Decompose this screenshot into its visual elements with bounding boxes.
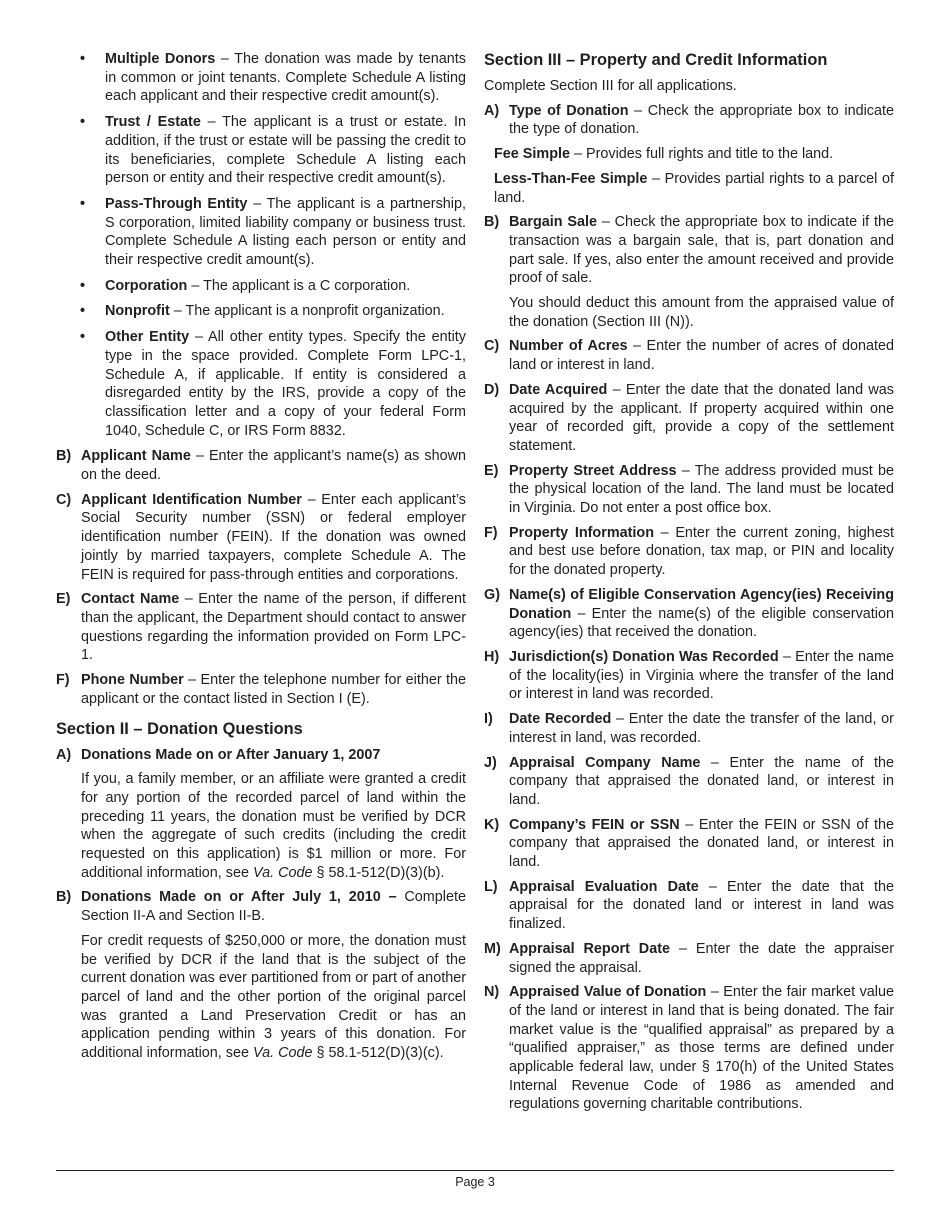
lettered-item — [484, 940, 894, 977]
item-term: Donations Made on or After January 1, 2007 — [81, 746, 381, 763]
lettered-item — [484, 878, 894, 934]
item-term: Appraised Value of Donation — [509, 984, 707, 1001]
item-note: You should deduct this amount from the appraised value of the donation (Section III (N)). — [509, 295, 894, 330]
item-term: Phone Number — [81, 672, 184, 689]
item-text: Property Information – Enter the current zoning, highest and best use before donation, tax map, or PIN and locality for the donated property. — [509, 524, 894, 579]
item-term: Appraisal Company Name — [509, 754, 701, 771]
section-two-item-b — [56, 888, 466, 1062]
item-letter: I) — [484, 711, 493, 728]
item-text: Number of Acres – Enter the number of acres of donated land or interest in land. — [509, 338, 895, 374]
item-paragraph: For credit requests of $250,000 or more, the donation must be verified by DCR if the land that is the subject of the current donation was ever partitioned from or part of another parcel of land and the other portion of the original parcel was granted a Land Preservation Credit or has an application pending within 3 years of this donation. For additional information, see Va. Code § 58.1-512(D)(3)(c). — [81, 932, 466, 1062]
item-term: Trust / Estate — [105, 114, 201, 131]
item-letter: K) — [484, 816, 500, 833]
lettered-item — [484, 648, 894, 704]
item-text: Date Acquired – Enter the date that the donated land was acquired by the applicant. If property acquired within one year of recorded gift, provide a copy of the settlement statement. — [509, 381, 894, 454]
item-text: Contact Name – Enter the name of the person, if different than the applicant, the Department should contact to answer questions regarding the information provided on Form LPC-1. — [81, 591, 466, 664]
bullet-dot: • — [80, 51, 86, 67]
item-letter: C) — [484, 338, 500, 355]
item-text: Jurisdiction(s) Donation Was Recorded – Enter the name of the locality(ies) in Virginia where the transfer of the land or interest in land was recorded. — [509, 648, 894, 703]
item-term: Number of Acres — [509, 338, 628, 355]
item-letter: D) — [484, 381, 500, 398]
lettered-item — [484, 816, 894, 872]
item-term: Property Street Address — [509, 462, 677, 479]
bullet-item: • Pass-Through Entity – The applicant is a partnership, S corporation, limited liability company or business trust. Complete Schedule A listing each person or entity and their respective credit amount(s). — [80, 195, 467, 269]
item-letter: F) — [56, 672, 70, 689]
page-number: Page 3 — [455, 1175, 495, 1189]
item-text: Company’s FEIN or SSN – Enter the FEIN or SSN of the company that appraised the donated land, or interest in land. — [509, 816, 894, 871]
bullet-dot: • — [80, 277, 86, 294]
lettered-item — [484, 462, 894, 518]
item-paragraph: If you, a family member, or an affiliate were granted a credit for any portion of the recorded parcel of land within the preceding 11 years, the donation must be verified by DCR when the aggregate of such credits (including the credit requested on this application) is $1 million or more. For additional information, see Va. Code § 58.1-512(D)(3)(b). — [81, 771, 466, 881]
item-term: Applicant Identification Number — [81, 491, 302, 508]
item-term: Contact Name — [81, 591, 180, 608]
lettered-item — [56, 447, 466, 484]
item-letter: M) — [484, 940, 501, 957]
item-text: Phone Number – Enter the telephone number for either the applicant or the contact listed in Section I (E). — [81, 672, 467, 707]
lettered-item — [484, 381, 894, 456]
item-letter: E) — [484, 462, 499, 479]
item-letter: C) — [56, 491, 72, 508]
item-letter: A) — [484, 102, 500, 119]
item-text: Name(s) of Eligible Conservation Agency(ies) Receiving Donation – Enter the name(s) of the eligible conservation agency(ies) that received the donation. — [509, 586, 894, 641]
lettered-item — [56, 590, 466, 665]
left-column — [56, 50, 466, 1069]
bullet-item: • Nonprofit – The applicant is a nonprofit organization. — [80, 303, 445, 320]
item-letter: A) — [56, 746, 72, 763]
item-text: Applicant Name – Enter the applicant’s name(s) as shown on the deed. — [81, 448, 466, 484]
item-term: Corporation — [105, 277, 188, 294]
item-text: Bargain Sale – Check the appropriate box to indicate if the transaction was a bargain sale, that is, part donation and part sale. If yes, also enter the amount received and provide proof of sale. — [509, 214, 895, 287]
lettered-item — [484, 524, 894, 580]
item-term: Applicant Name — [81, 448, 191, 465]
item-letter: G) — [484, 586, 500, 603]
bullet-dot: • — [80, 195, 86, 212]
section-three-items — [484, 337, 894, 1114]
donation-type-list — [484, 145, 894, 207]
donation-type-option: Less-Than-Fee Simple – Provides partial rights to a parcel of land. — [494, 170, 894, 206]
bullet-dot: • — [80, 303, 86, 320]
section-three-intro: Complete Section III for all applications. — [484, 78, 737, 94]
bullet-item: • Multiple Donors – The donation was made by tenants in common or joint tenants. Complete Schedule A listing each applicant and their respective credit amount(s). — [80, 51, 466, 105]
item-term: Appraisal Evaluation Date — [509, 878, 699, 895]
bullet-dot: • — [80, 329, 86, 346]
item-term: Donations Made on or After July 1, 2010 – — [81, 889, 397, 906]
item-term: Other Entity — [105, 329, 190, 346]
item-letter: B) — [56, 448, 72, 465]
item-term: Type of Donation — [509, 102, 629, 119]
item-term: Less-Than-Fee Simple — [494, 170, 648, 187]
section-two-item-a-paragraph — [56, 770, 466, 882]
item-term: Fee Simple — [494, 146, 570, 163]
item-term: Bargain Sale — [509, 214, 598, 231]
item-letter: F) — [484, 524, 498, 541]
section-one-items — [56, 447, 466, 708]
lettered-item — [484, 337, 894, 374]
entity-type-list — [56, 50, 466, 440]
lettered-item — [484, 754, 894, 810]
va-code-ref: Va. Code — [253, 1045, 313, 1062]
footer-divider — [56, 1170, 894, 1171]
item-letter: B) — [484, 214, 500, 231]
donation-type-option: Fee Simple – Provides full rights and title to the land. — [494, 146, 834, 163]
item-term: Property Information — [509, 524, 654, 541]
bullet-item: • Corporation – The applicant is a C corporation. — [80, 277, 411, 294]
section-three-item-a — [484, 102, 894, 139]
item-letter: H) — [484, 648, 500, 665]
item-text: Appraisal Report Date – Enter the date the appraiser signed the appraisal. — [509, 940, 895, 976]
item-text: Applicant Identification Number – Enter each applicant’s Social Security number (SSN) or federal employer identification number (FEIN). If the donation was owned jointly by married taxpayers, complete Schedule A. The FEIN is required for pass-through entities and corporations. — [81, 491, 467, 583]
item-letter: N) — [484, 984, 500, 1001]
item-term: Name(s) of Eligible Conservation Agency(ies) Receiving Donation — [509, 586, 894, 622]
right-column — [484, 50, 894, 1120]
bullet-dot: • — [80, 114, 86, 131]
item-term: Jurisdiction(s) Donation Was Recorded — [509, 648, 779, 665]
bullet-item: • Trust / Estate – The applicant is a trust or estate. In addition, if the trust or estate will be passing the credit to its beneficiaries, complete Schedule A listing each person or entity and their respective credit amount(s). — [80, 114, 467, 187]
lettered-item — [484, 586, 894, 642]
item-text: Type of Donation – Check the appropriate box to indicate the type of donation. — [509, 102, 894, 138]
section-three-heading: Section III – Property and Credit Information — [484, 51, 828, 69]
item-term: Multiple Donors — [105, 51, 216, 67]
va-code-ref: Va. Code — [253, 864, 313, 881]
lettered-item — [484, 983, 894, 1114]
item-letter: L) — [484, 878, 498, 895]
item-text: Appraisal Company Name – Enter the name of the company that appraised the donated land, or interest in land. — [509, 754, 894, 808]
item-letter: J) — [484, 754, 497, 771]
section-two-item-a — [56, 746, 466, 765]
item-text: Appraised Value of Donation – Enter the fair market value of the land or interest in land that is being donated. The fair market value is the “qualified appraisal” as prepared by a “qualified appraiser,” as those terms are defined under applicable federal law, under § 170(h) of the United States Internal Revenue Code of 1986 as amended and regulations governing charitable contributions. — [509, 984, 894, 1113]
item-term: Company’s FEIN or SSN — [509, 816, 680, 833]
item-term: Date Acquired — [509, 381, 608, 398]
bullet-item: • Other Entity – All other entity types. Specify the entity type in the space provided. Complete Form LPC-1, Schedule A, if applicable. If entity is considered a disregarded entity by the IRS, provide a copy of the classification letter and a copy of your federal Form 1040, Schedule C, or IRS Form 8832. — [80, 329, 466, 439]
item-letter: E) — [56, 591, 71, 608]
section-three-item-b — [484, 213, 894, 331]
item-text: Donations Made on or After July 1, 2010 – Complete Section II-A and Section II-B. — [81, 889, 466, 925]
item-letter: B) — [56, 889, 72, 906]
item-term: Nonprofit — [105, 303, 170, 320]
item-text: Property Street Address – The address provided must be the physical location of the land. The land must be located in Virginia. Do not enter a post office box. — [509, 462, 894, 517]
lettered-item — [56, 671, 466, 708]
section-two-heading: Section II – Donation Questions — [56, 719, 303, 738]
item-text: Date Recorded – Enter the date the transfer of the land, or interest in land, was recorded. — [509, 711, 894, 746]
item-term: Date Recorded — [509, 711, 612, 728]
item-term: Appraisal Report Date — [509, 940, 671, 957]
lettered-item — [484, 710, 894, 747]
lettered-item — [56, 491, 466, 585]
item-term: Pass-Through Entity — [105, 195, 248, 212]
item-text: Appraisal Evaluation Date – Enter the date that the appraisal for the donated land or interest in land was finalized. — [509, 878, 894, 933]
